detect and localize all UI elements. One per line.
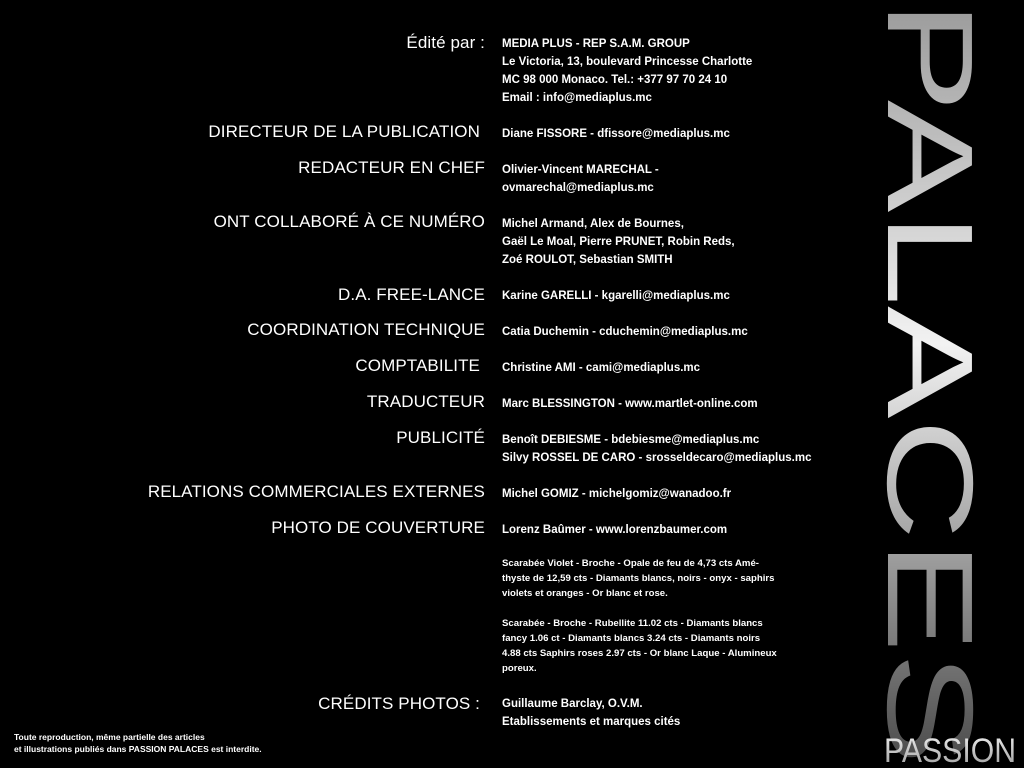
credit-value: [502, 161, 659, 197]
credit-value: [502, 215, 735, 269]
credit-value: [502, 395, 758, 413]
credit-line: Lorenz Baûmer - www.lorenzbaumer.com: [502, 524, 728, 536]
credit-label: TRADUCTEUR: [366, 392, 485, 411]
credit-label: REDACTEUR EN CHEF: [298, 158, 485, 177]
credit-value: [502, 35, 752, 107]
credit-line: Silvy ROSSEL DE CARO - srosseldecaro@mediaplus.mc: [502, 452, 812, 464]
description-line: fancy 1.06 ct - Diamants blancs 3.24 cts - Diamants noirs: [502, 633, 761, 644]
passion-palaces-logo: [862, 0, 1024, 768]
legal-notice-line: et illustrations publiés dans PASSION PALACES est interdite.: [14, 744, 262, 754]
credit-label: DIRECTEUR DE LA PUBLICATION: [208, 122, 480, 141]
credit-line: Benoît DEBIESME - bdebiesme@mediaplus.mc: [502, 434, 760, 446]
credit-value: [502, 485, 731, 503]
credit-line: Michel Armand, Alex de Bournes,: [502, 218, 684, 230]
credit-line: Michel GOMIZ - michelgomiz@wanadoo.fr: [502, 488, 732, 500]
credit-value: [502, 431, 811, 467]
description-line: poreux.: [502, 663, 537, 674]
credit-label: CRÉDITS PHOTOS :: [318, 694, 480, 713]
description-line: thyste de 12,59 cts - Diamants blancs, noirs - onyx - saphirs: [502, 573, 775, 584]
legal-notice-line: Toute reproduction, même partielle des articles: [14, 732, 205, 742]
credit-line: Marc BLESSINGTON - www.martlet-online.com: [502, 398, 758, 410]
credit-label: COMPTABILITE: [355, 356, 480, 375]
credit-label: PUBLICITÉ: [396, 428, 485, 447]
credit-line: Email : info@mediaplus.mc: [502, 92, 652, 104]
credit-label: RELATIONS COMMERCIALES EXTERNES: [147, 482, 485, 501]
credit-line: Christine AMI - cami@mediaplus.mc: [502, 362, 701, 374]
credit-line: Le Victoria, 13, boulevard Princesse Charlotte: [502, 56, 753, 68]
description-line: 4.88 cts Saphirs roses 2.97 cts - Or blanc Laque - Alumineux: [502, 648, 777, 659]
legal-notice: [14, 731, 262, 755]
credit-value: [502, 521, 727, 539]
brand-word-large: PALACES: [862, 0, 998, 554]
credit-label: D.A. FREE-LANCE: [338, 285, 485, 304]
credit-label: COORDINATION TECHNIQUE: [247, 320, 485, 339]
cover-description-1: [502, 556, 812, 601]
credit-value: [502, 359, 700, 377]
credit-label: ONT COLLABORÉ À CE NUMÉRO: [213, 212, 485, 231]
credit-value: [502, 125, 730, 143]
credit-line: MEDIA PLUS - REP S.A.M. GROUP: [502, 38, 690, 50]
brand-word-small: PASSION: [884, 732, 1016, 768]
credit-line: Etablissements et marques cités: [502, 716, 681, 728]
description-line: Scarabée - Broche - Rubellite 11.02 cts - Diamants blancs: [502, 618, 763, 629]
description-line: violets et oranges - Or blanc et rose.: [502, 588, 668, 599]
credit-value: [502, 695, 680, 731]
credit-line: Olivier-Vincent MARECHAL -: [502, 164, 659, 176]
credit-value: [502, 287, 730, 305]
credit-line: Diane FISSORE - dfissore@mediaplus.mc: [502, 128, 730, 140]
credit-line: Catia Duchemin - cduchemin@mediaplus.mc: [502, 326, 748, 338]
description-line: Scarabée Violet - Broche - Opale de feu de 4,73 cts Amé-: [502, 558, 759, 569]
credit-line: Guillaume Barclay, O.V.M.: [502, 698, 643, 710]
credit-line: MC 98 000 Monaco. Tel.: +377 97 70 24 10: [502, 74, 728, 86]
credit-value: [502, 323, 748, 341]
cover-description-2: [502, 616, 812, 676]
credit-line: ovmarechal@mediaplus.mc: [502, 182, 654, 194]
credit-line: Zoé ROULOT, Sebastian SMITH: [502, 254, 673, 266]
credit-label: Édité par :: [406, 33, 485, 52]
credit-label: PHOTO DE COUVERTURE: [271, 518, 485, 537]
credit-line: Gaël Le Moal, Pierre PRUNET, Robin Reds,: [502, 236, 735, 248]
credit-line: Karine GARELLI - kgarelli@mediaplus.mc: [502, 290, 730, 302]
